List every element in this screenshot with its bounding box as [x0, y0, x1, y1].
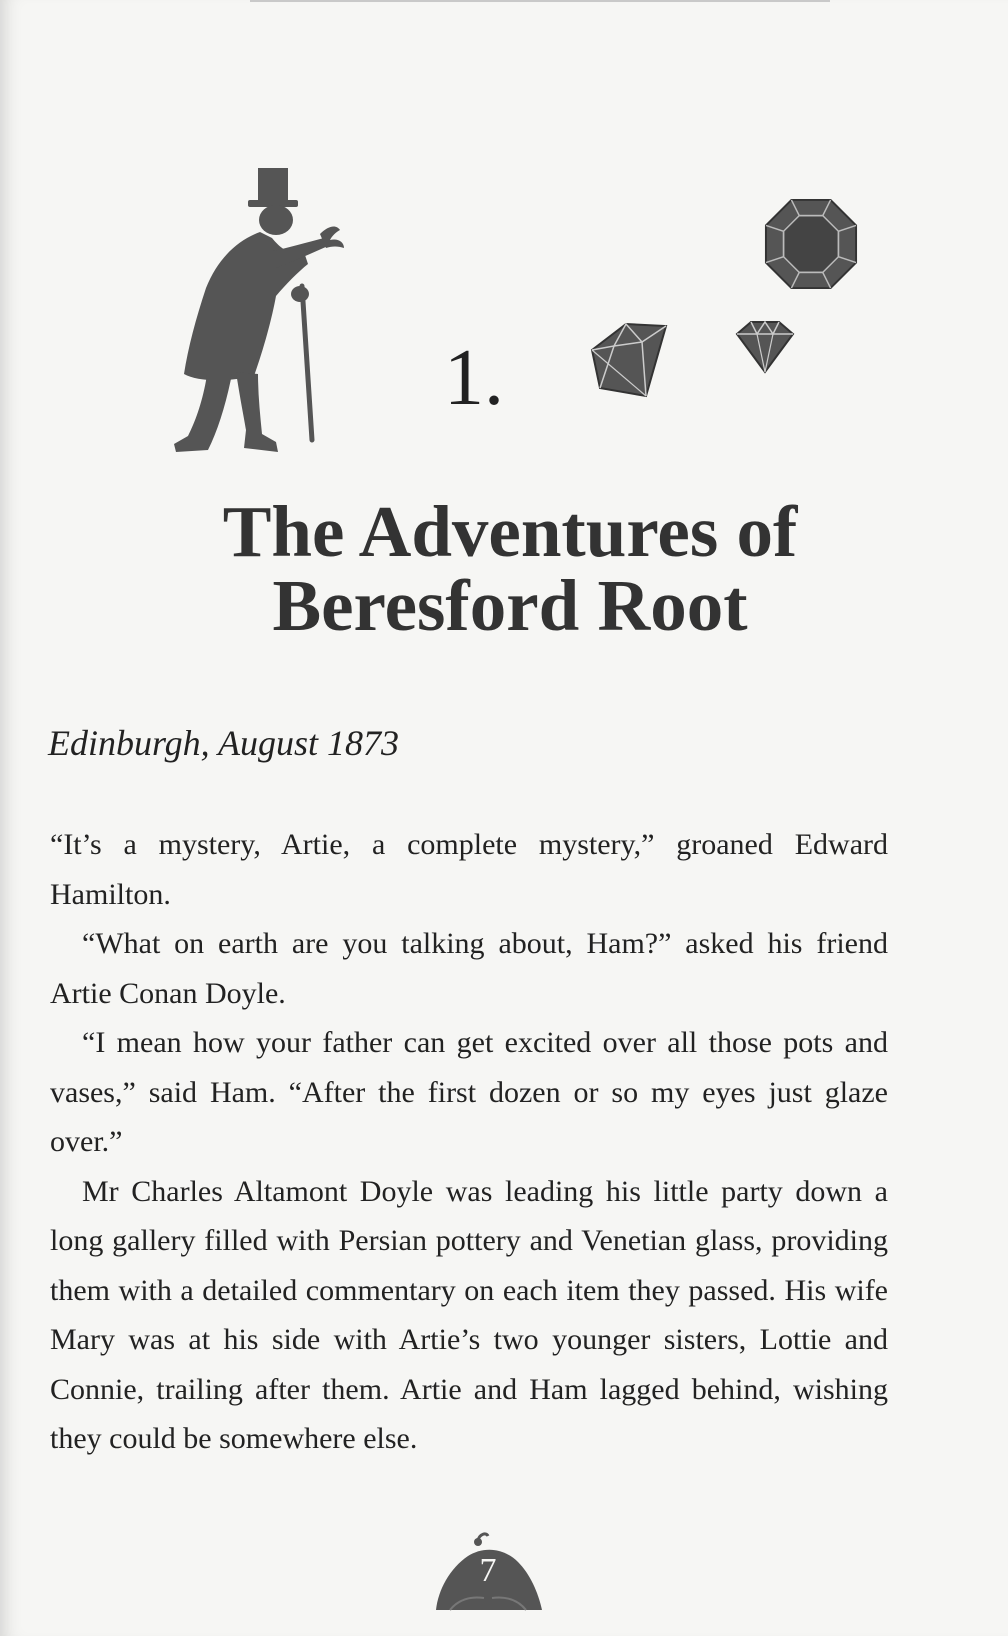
paragraph: Mr Charles Altamont Doyle was leading his little party down a long gallery filled with Persian pottery and Venetian glass, providing them with a detailed commentary on each item they passed. His wife Mary was at his side with Artie’s two younger sisters, Lottie and Connie, trailing after them. Artie and Ham lagged behind, wishing they could be somewhere else. — [50, 1174, 888, 1455]
dateline: Edinburgh, August 1873 — [48, 723, 400, 763]
chapter-number: 1. — [444, 334, 504, 422]
diamond-gem-icon — [586, 320, 676, 400]
paragraph: “What on earth are you talking about, Ham?” asked his friend Artie Conan Doyle. — [50, 927, 888, 1010]
top-rule — [250, 0, 830, 2]
body-text — [50, 820, 888, 1464]
paragraph: “I mean how your father can get excited over all those pots and vases,” said Ham. “After the first dozen or so my eyes just glaze over.” — [50, 1026, 888, 1158]
chapter-title-line-1: The Adventures of — [222, 491, 798, 572]
top-hat-gentleman-silhouette-icon — [168, 168, 368, 478]
paragraph: “It’s a mystery, Artie, a complete mystery,” groaned Edward Hamilton. — [50, 828, 888, 911]
octagon-gem-icon — [762, 196, 860, 292]
small-diamond-icon — [733, 320, 797, 374]
chapter-title-line-2: Beresford Root — [272, 565, 748, 646]
page-number: 7 — [479, 1552, 497, 1589]
chapter-title — [120, 491, 900, 646]
